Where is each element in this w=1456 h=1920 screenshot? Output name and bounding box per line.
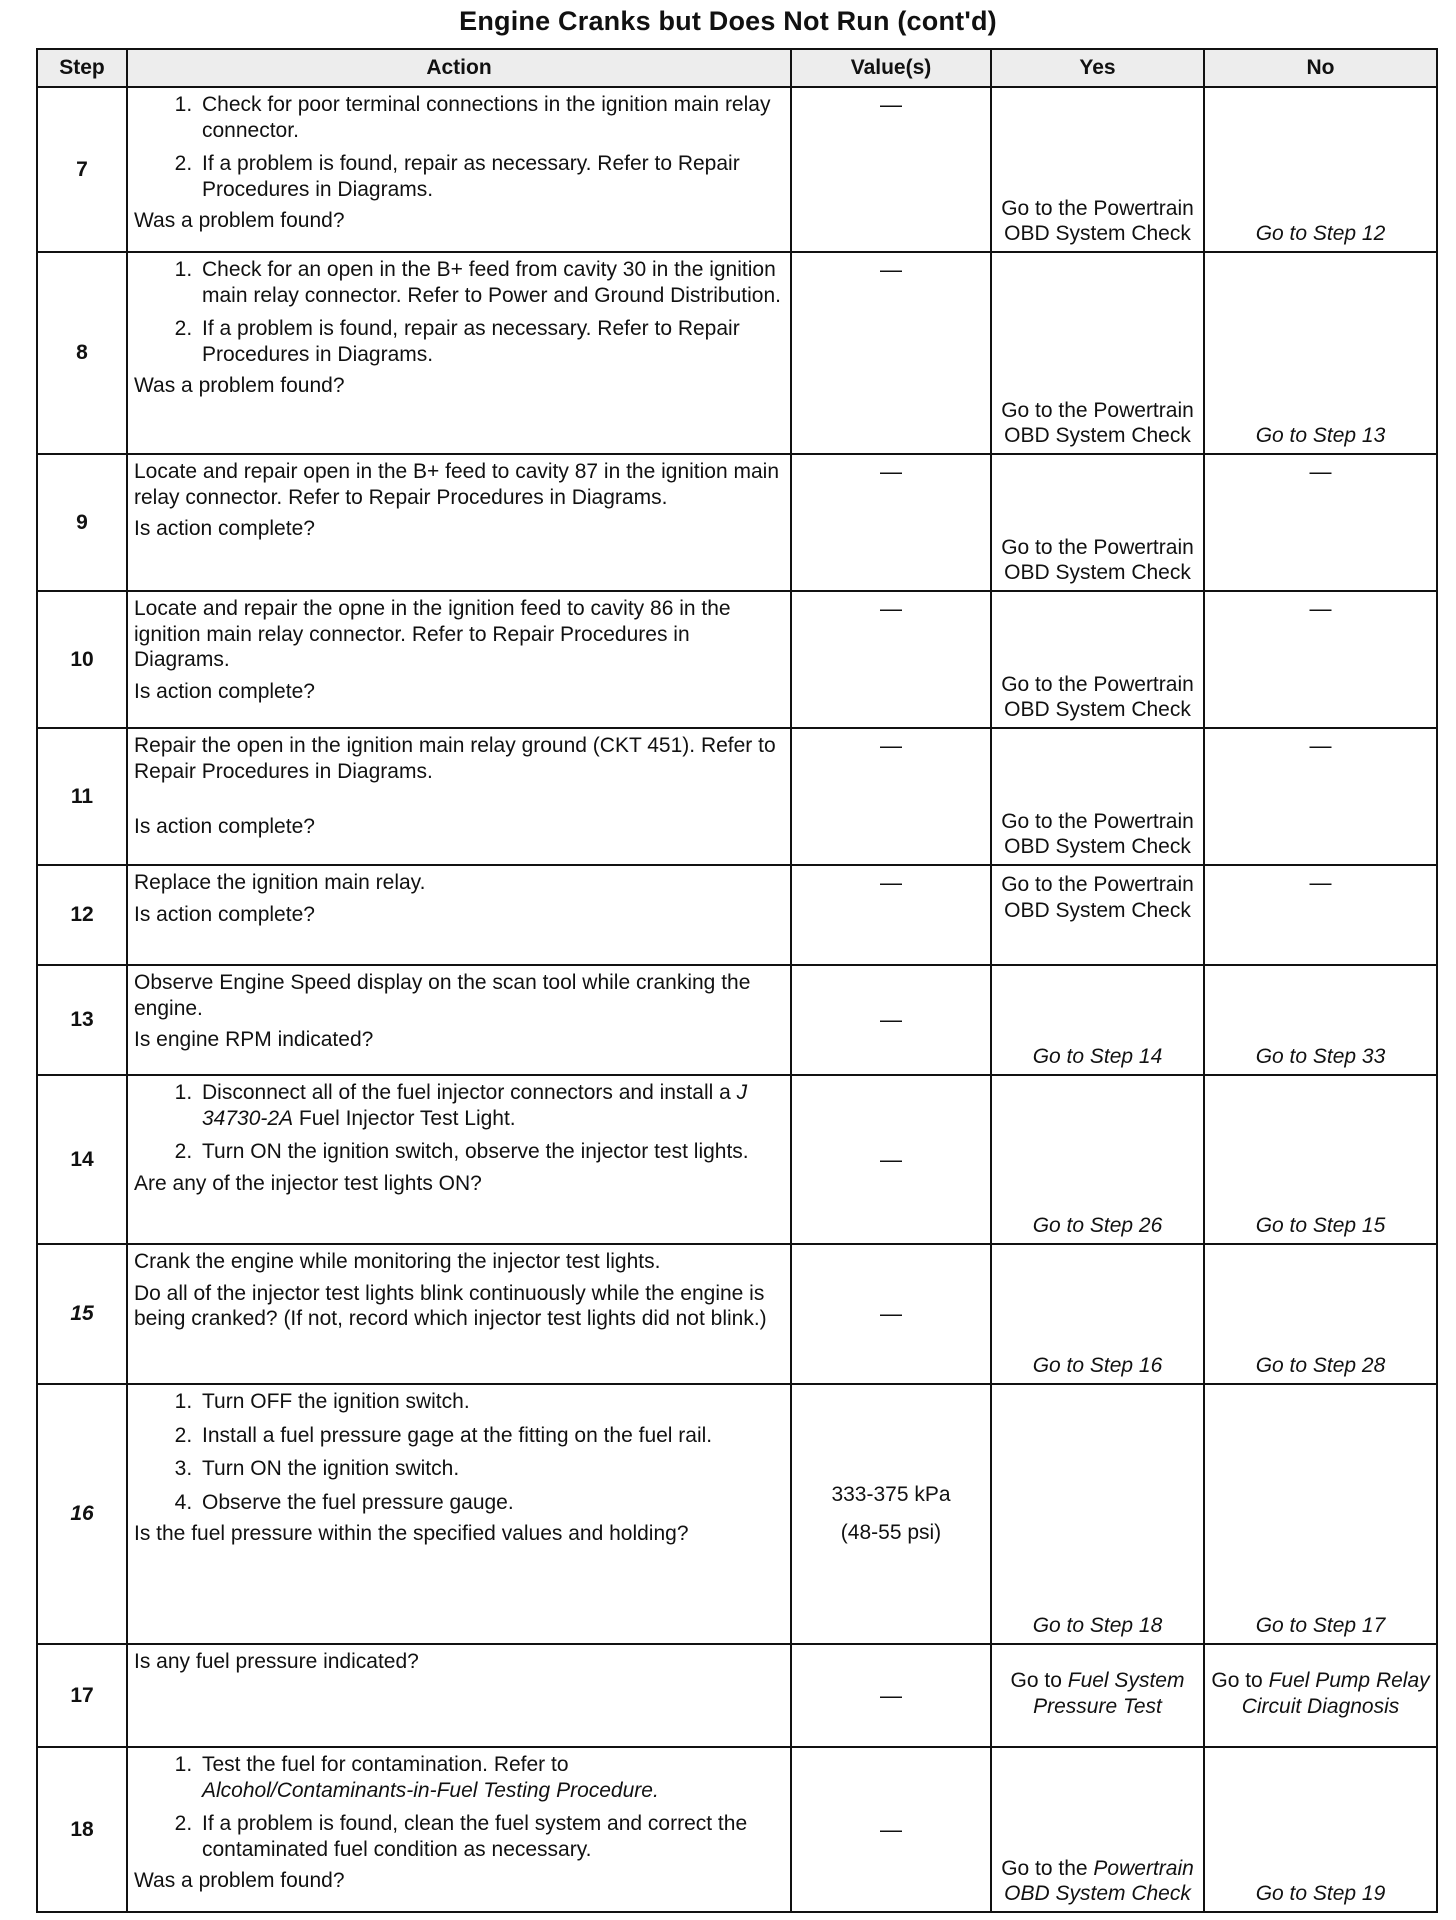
step-number: 14 [37, 1075, 127, 1244]
yes-cell: Go to Step 26 [991, 1075, 1204, 1244]
yes-cell: Go to the Powertrain OBD System Check [991, 1747, 1204, 1912]
action-cell [127, 87, 791, 252]
header-action: Action [127, 49, 791, 87]
no-cell: — [1204, 728, 1437, 865]
table-row [37, 87, 1437, 252]
action-cell [127, 1747, 791, 1912]
action-item: 2. Turn ON the ignition switch, observe the injector test lights. [198, 1139, 782, 1165]
value-cell: — [791, 1075, 991, 1244]
value-cell: — [791, 1644, 991, 1747]
action-cell [127, 1244, 791, 1384]
action-item: 1. Check for poor terminal connections in the ignition main relay connector. [198, 92, 782, 143]
step-number: 10 [37, 591, 127, 728]
yes-cell: Go to the Powertrain OBD System Check [991, 454, 1204, 591]
action-cell [127, 591, 791, 728]
yes-cell: Go to Step 16 [991, 1244, 1204, 1384]
action-question: Was a problem found? [134, 1869, 345, 1893]
no-cell: Go to Step 28 [1204, 1244, 1437, 1384]
action-text: Locate and repair open in the B+ feed to cavity 87 in the ignition main relay connector. Refer to Repair Procedures in Diagrams. [134, 460, 780, 509]
action-cell [127, 728, 791, 865]
action-cell [127, 965, 791, 1075]
action-question: Is action complete? [134, 517, 315, 541]
action-question: Is any fuel pressure indicated? [134, 1650, 419, 1673]
step-number: 11 [37, 728, 127, 865]
action-question: Was a problem found? [134, 374, 345, 398]
action-cell [127, 1644, 791, 1747]
no-cell: Go to Step 15 [1204, 1075, 1437, 1244]
value-cell: — [791, 454, 991, 591]
yes-cell: Go to Fuel System Pressure Test [991, 1644, 1204, 1747]
value-cell: — [791, 865, 991, 965]
step-number: 7 [37, 87, 127, 252]
value-cell: — [791, 728, 991, 865]
table-row [37, 1075, 1437, 1244]
action-item: 2. If a problem is found, repair as necessary. Refer to Repair Procedures in Diagrams. [198, 151, 782, 202]
action-question: Was a problem found? [134, 209, 345, 233]
step-number: 13 [37, 965, 127, 1075]
table-row [37, 454, 1437, 591]
value-cell: — [791, 965, 991, 1075]
value-cell: — [791, 252, 991, 454]
action-cell [127, 1075, 791, 1244]
action-question: Are any of the injector test lights ON? [134, 1171, 482, 1195]
yes-cell: Go to Step 14 [991, 965, 1204, 1075]
action-text: Locate and repair the opne in the ignition feed to cavity 86 in the ignition main relay connector. Refer to Repair Procedures in Diagrams. [134, 597, 731, 672]
yes-cell: Go to the Powertrain OBD System Check [991, 728, 1204, 865]
value-cell: — [791, 87, 991, 252]
action-item: 4. Observe the fuel pressure gauge. [198, 1490, 782, 1516]
action-item: 1. Test the fuel for contamination. Refer to Alcohol/Contaminants-in-Fuel Testing Procedure. [198, 1752, 782, 1803]
table-row [37, 1384, 1437, 1644]
table-row [37, 1747, 1437, 1912]
header-no: No [1204, 49, 1437, 87]
step-number: 15 [37, 1244, 127, 1384]
no-cell: Go to Step 12 [1204, 87, 1437, 252]
action-text: Repair the open in the ignition main relay ground (CKT 451). Refer to Repair Procedures in Diagrams. [134, 734, 776, 783]
value-cell: — [791, 1747, 991, 1912]
action-cell [127, 252, 791, 454]
page-title: Engine Cranks but Does Not Run (cont'd) [459, 6, 997, 36]
step-number: 18 [37, 1747, 127, 1912]
no-cell: — [1204, 454, 1437, 591]
action-cell [127, 865, 791, 965]
table-row [37, 865, 1437, 965]
action-item: 2. Install a fuel pressure gage at the fitting on the fuel rail. [198, 1423, 782, 1449]
action-text: Replace the ignition main relay. [134, 871, 426, 894]
action-cell [127, 454, 791, 591]
no-cell: Go to Step 33 [1204, 965, 1437, 1075]
table-row [37, 1644, 1437, 1747]
action-item: 1. Disconnect all of the fuel injector connectors and install a J 34730-2A Fuel Injector Test Light. [198, 1080, 782, 1131]
step-number: 16 [37, 1384, 127, 1644]
yes-cell: Go to the Powertrain OBD System Check [991, 865, 1204, 965]
yes-cell: Go to Step 18 [991, 1384, 1204, 1644]
table-row [37, 965, 1437, 1075]
action-question: Is engine RPM indicated? [134, 1028, 374, 1052]
table-row [37, 252, 1437, 454]
yes-cell: Go to the Powertrain OBD System Check [991, 87, 1204, 252]
action-question: Is action complete? [134, 902, 315, 926]
action-item: 2. If a problem is found, repair as necessary. Refer to Repair Procedures in Diagrams. [198, 316, 782, 367]
diagnostic-table [36, 48, 1438, 1913]
header-step: Step [37, 49, 127, 87]
action-question: Do all of the injector test lights blink continuously while the engine is being cranked? (If not, record which injector test lights did not blink.) [134, 1281, 767, 1331]
value-cell: — [791, 591, 991, 728]
action-item: 1. Turn OFF the ignition switch. [198, 1389, 782, 1415]
action-question: Is action complete? [134, 679, 315, 703]
step-number: 8 [37, 252, 127, 454]
value-psi: (48-55 psi) [840, 1521, 942, 1544]
action-question: Is action complete? [134, 815, 315, 839]
value-cell [791, 1384, 991, 1644]
table-row [37, 728, 1437, 865]
action-cell [127, 1384, 791, 1644]
action-question: Is the fuel pressure within the specified values and holding? [134, 1522, 689, 1546]
header-yes: Yes [991, 49, 1204, 87]
step-number: 9 [37, 454, 127, 591]
action-text: Observe Engine Speed display on the scan tool while cranking the engine. [134, 971, 751, 1020]
no-cell: — [1204, 591, 1437, 728]
no-cell: Go to Fuel Pump Relay Circuit Diagnosis [1204, 1644, 1437, 1747]
no-cell: Go to Step 13 [1204, 252, 1437, 454]
yes-cell: Go to the Powertrain OBD System Check [991, 591, 1204, 728]
action-text: Crank the engine while monitoring the injector test lights. [134, 1250, 661, 1273]
value-cell: — [791, 1244, 991, 1384]
no-cell: Go to Step 17 [1204, 1384, 1437, 1644]
header-values: Value(s) [791, 49, 991, 87]
header-row [37, 49, 1437, 87]
table-row [37, 1244, 1437, 1384]
action-item: 1. Check for an open in the B+ feed from cavity 30 in the ignition main relay connector. Refer to Power and Ground Distribution. [198, 257, 782, 308]
value-kpa: 333-375 kPa [831, 1483, 951, 1507]
step-number: 12 [37, 865, 127, 965]
action-item: 2. If a problem is found, clean the fuel system and correct the contaminated fuel condition as necessary. [198, 1811, 782, 1862]
table-row [37, 591, 1437, 728]
action-item: 3. Turn ON the ignition switch. [198, 1456, 782, 1482]
no-cell: Go to Step 19 [1204, 1747, 1437, 1912]
yes-cell: Go to the Powertrain OBD System Check [991, 252, 1204, 454]
no-cell: — [1204, 865, 1437, 965]
step-number: 17 [37, 1644, 127, 1747]
